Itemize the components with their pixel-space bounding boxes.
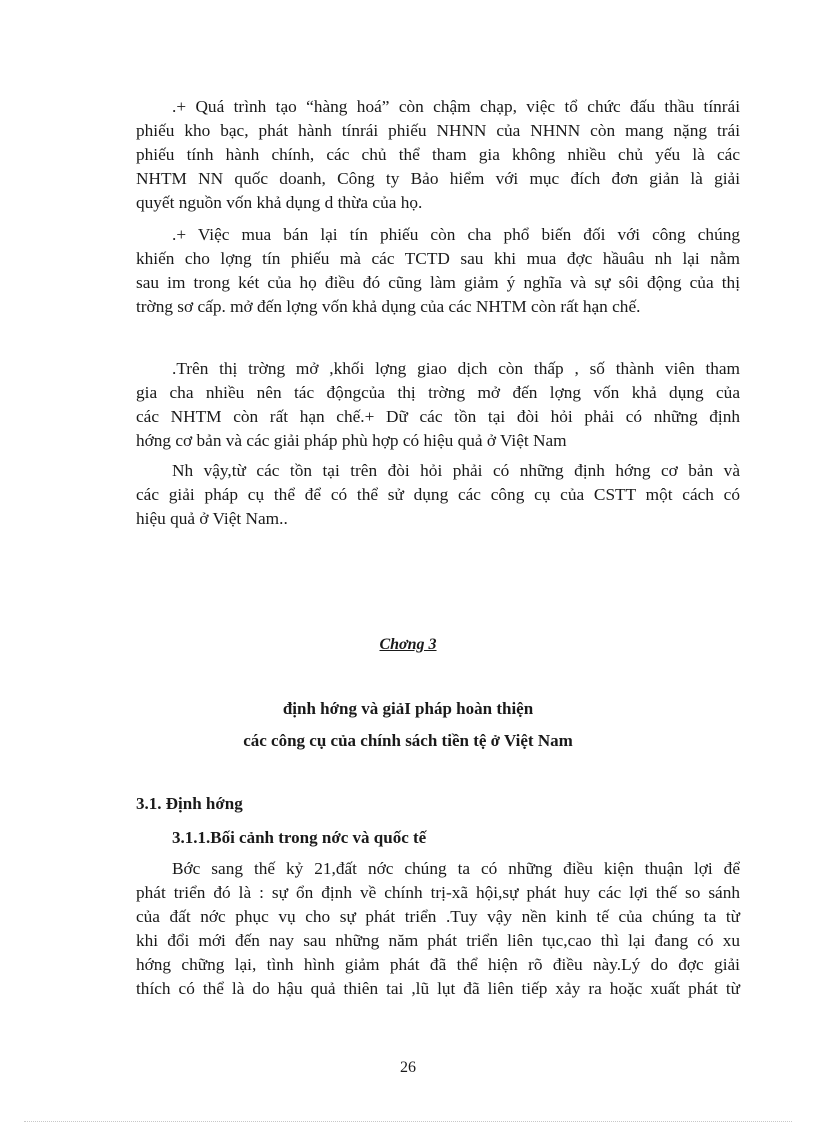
text-line: khi đổi mới đến nay sau những năm phát triển liên tục,cao thì lại đang có xu: [136, 931, 740, 950]
paragraph-open-market: [136, 357, 740, 453]
text-line: của đất nớc phục vụ cho sự phát triển .Tuy vậy nền kinh tế của chúng ta từ: [136, 907, 740, 926]
text-line: phiếu kho bạc, phát hành tínrái phiếu NHNN của NHNN còn mang nặng trái: [136, 121, 740, 140]
paragraph-market-goods: [136, 95, 740, 215]
text-line: quyết nguồn vốn khả dụng d thừa của họ.: [136, 193, 423, 212]
text-line: các giải pháp cụ thể để có thể sử dụng các công cụ của CSTT một cách có: [136, 485, 740, 504]
text-line: sau im trong két của họ điều đó cũng làm giảm ý nghĩa và sự sôi động của thị: [136, 273, 740, 292]
text-line: .+ Quá trình tạo “hàng hoá” còn chậm chạp, việc tổ chức đấu thầu tínrái: [172, 97, 740, 116]
text-line: NHTM NN quốc doanh, Công ty Bảo hiểm với mục đích đơn giản là giải: [136, 169, 740, 188]
paragraph-conclusion: [136, 459, 740, 531]
text-line: Nh vậy,từ các tồn tại trên đòi hỏi phải có những định hớng cơ bản và: [172, 461, 740, 480]
text-line: trờng sơ cấp. mở đến lợng vốn khả dụng của các NHTM còn rất hạn chế.: [136, 297, 641, 316]
chapter-title-line-1: định hớng và giảI pháp hoàn thiện: [282, 699, 534, 718]
chapter-title-line-2: các công cụ của chính sách tiền tệ ở Việt Nam: [243, 731, 573, 750]
text-line: hiệu quả ở Việt Nam..: [136, 509, 288, 528]
section-heading: 3.1. Định hớng: [136, 794, 243, 813]
text-line: hớng chững lại, tình hình giảm phát đã thể hiện rõ điều này.Lý do đợc giải: [136, 955, 740, 974]
subsection-heading: 3.1.1.Bối cảnh trong nớc và quốc tế: [172, 828, 427, 847]
chapter-label: Chơng 3: [379, 636, 437, 653]
text-line: Bớc sang thế kỷ 21,đất nớc chúng ta có những điều kiện thuận lợi để: [172, 859, 740, 878]
page-number: 26: [400, 1059, 416, 1076]
page-bottom-rule: [24, 1121, 792, 1122]
paragraph-repurchase: [136, 223, 740, 319]
text-line: khiến cho lợng tín phiếu mà các TCTD sau khi mua đợc hầuâu nh lại nằm: [136, 249, 740, 268]
text-line: .+ Việc mua bán lại tín phiếu còn cha phổ biến đối với công chúng: [172, 225, 740, 244]
text-line: các NHTM còn rất hạn chế.+ Dữ các tồn tại đòi hỏi phải có những định: [136, 407, 740, 426]
paragraph-context: [136, 857, 740, 1001]
text-line: phát triển đó là : sự ổn định về chính trị-xã hội,sự phát huy các lợi thế so sánh: [136, 883, 740, 902]
text-line: phiếu tính hành chính, các chủ thể tham gia không nhiều chủ yếu là các: [136, 145, 740, 164]
text-line: gia cha nhiều nên tác độngcủa thị trờng mở đến lợng vốn khả dụng của: [136, 383, 740, 402]
text-line: thích có thể là do hậu quả thiên tai ,lũ lụt đã liên tiếp xảy ra hoặc xuất phát từ: [136, 979, 740, 998]
text-line: .Trên thị trờng mở ,khối lợng giao dịch còn thấp , số thành viên tham: [172, 359, 740, 378]
text-line: hớng cơ bản và các giải pháp phù hợp có hiệu quả ở Việt Nam: [136, 431, 567, 450]
